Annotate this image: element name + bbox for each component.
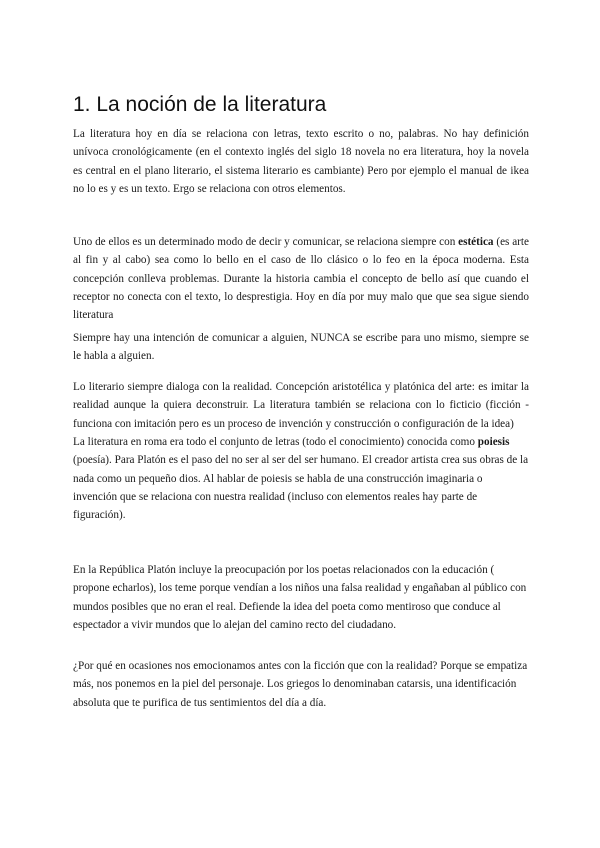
paragraph-definition: La literatura hoy en día se relaciona con letras, texto escrito o no, palabras. No hay definición unívoca cronológicamente (en el contexto inglés del siglo 18 novela no era literatura, hoy la novela es central en el plano literario, el sistema literario es cambiante) Pero por ejemplo el manual de ikea no lo es y es un texto. Ergo se relaciona con otros elementos. bbox=[73, 128, 529, 195]
paragraph-republica: En la República Platón incluye la preocupación por los poetas relacionados con la educación ( propone echarlos), los teme porque vendían a los niños una falsa realidad y engañaban al público con mundos posibles que no eran el real. Defiende la idea del poeta como mentiroso que conduce al espectador a vivir mundos que lo alejan del camino recto del ciudadano. bbox=[73, 564, 527, 631]
paragraph-text: (poesía). Para Platón es el paso del no ser al ser del ser humano. El creador artista crea sus obras de la nada como un pequeño dios. Al hablar de poiesis se habla de una construcción imaginaria o invención que se relaciona con nuestra realidad (incluso con elementos reales hay parte de figuración). bbox=[73, 454, 529, 522]
page-title: 1. La noción de la literatura bbox=[73, 93, 327, 116]
paragraph-realidad: Lo literario siempre dialoga con la realidad. Concepción aristotélica y platónica del arte: es imitar la realidad aunque la quiera deconstruir. La literatura también se relaciona con lo ficticio (ficción - funciona con imitación pero es un proceso de invención y construcción o configuración de la idea) bbox=[73, 381, 529, 430]
paragraph-text: Uno de ellos es un determinado modo de decir y comunicar, se relaciona siempre con bbox=[73, 236, 459, 248]
paragraph-text: (es arte al fin y al cabo) sea como lo bello en el caso de llo clásico o lo feo en la época moderna. Esta concepción conlleva problemas. Durante la historia cambia el concepto de bello así que cuando el receptor no conecta con el texto, lo desprestigia. Hoy en día por muy malo que que sea sigue siendo literatura bbox=[73, 236, 529, 322]
paragraph-poiesis bbox=[73, 433, 529, 524]
paragraph-estetica bbox=[73, 233, 529, 324]
bold-term-poiesis: poiesis bbox=[477, 436, 510, 448]
paragraph-catarsis: ¿Por qué en ocasiones nos emocionamos antes con la ficción que con la realidad? Porque se empatiza más, nos ponemos en la piel del personaje. Los griegos lo denominaban catarsis, una identificación absoluta que te purifica de tus sentimientos del día a día. bbox=[73, 660, 528, 709]
paragraph-comunicar: Siempre hay una intención de comunicar a alguien, NUNCA se escribe para uno mismo, siempre se le habla a alguien. bbox=[73, 332, 529, 363]
bold-term-estetica: estética bbox=[458, 236, 494, 248]
paragraph-text: La literatura en roma era todo el conjunto de letras (todo el conocimiento) conocida como bbox=[73, 436, 478, 448]
